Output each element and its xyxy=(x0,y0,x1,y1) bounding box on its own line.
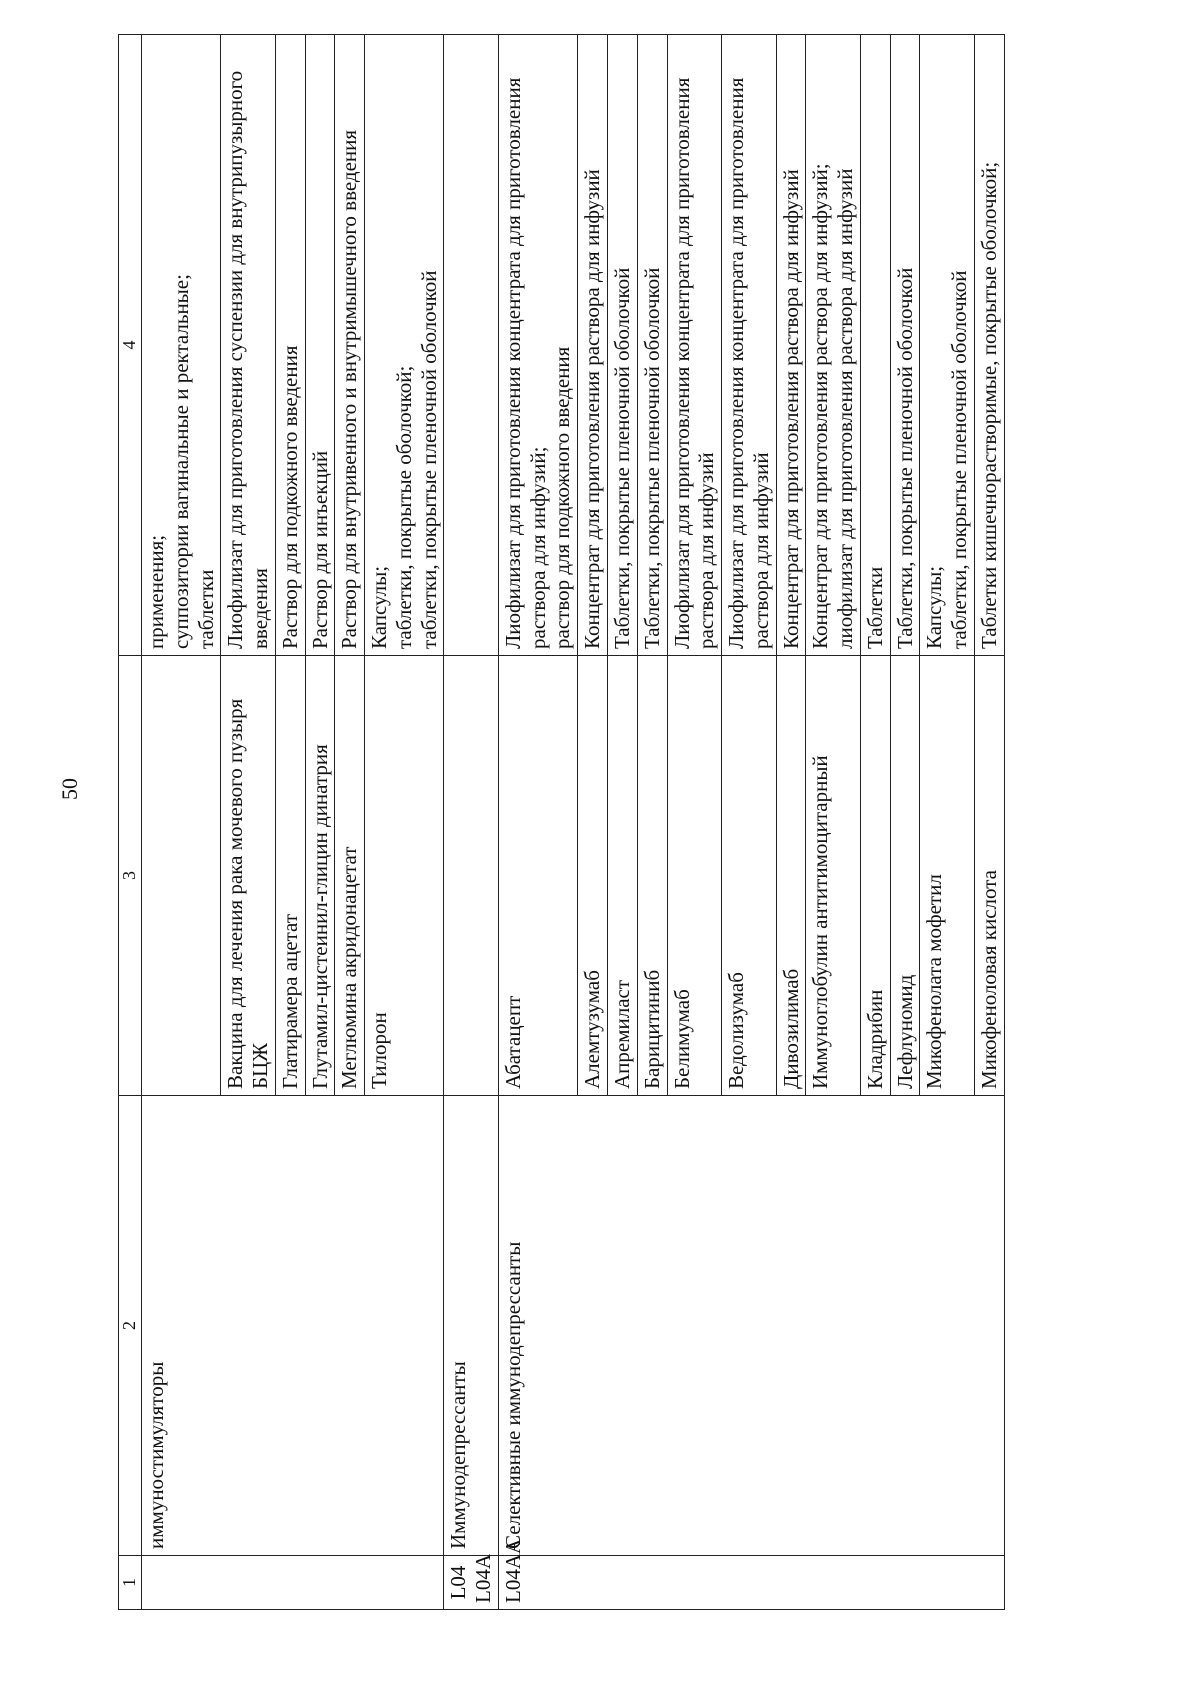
drug-name: Глутамил-цистеинил-глицин динатрия xyxy=(305,656,335,1096)
drug-name: Лефлуномид xyxy=(890,656,920,1096)
drug-name: Апремиласт xyxy=(608,656,638,1096)
drug-name: Меглюмина акридонацетат xyxy=(335,656,365,1096)
dosage-form: Капсулы; таблетки, покрытые пленочной оболочкой xyxy=(920,35,975,656)
dosage-form: Лиофилизат для приготовления концентрата для приготовления раствора для инфузий xyxy=(722,35,777,656)
dosage-form: Таблетки, покрытые пленочной оболочкой xyxy=(608,35,638,656)
page-number: 50 xyxy=(57,778,82,800)
dosage-form xyxy=(444,35,499,656)
atc-code xyxy=(142,1556,444,1610)
drug-name: Микофенолата мофетил xyxy=(920,656,975,1096)
header-col-2: 2 xyxy=(119,1096,142,1556)
table-row xyxy=(142,35,221,1610)
drug-name: Ведолизумаб xyxy=(722,656,777,1096)
drug-name: Вакцина для лечения рака мочевого пузыря БЦЖ xyxy=(221,656,276,1096)
atc-code: L04AA xyxy=(498,1556,1004,1610)
table-container xyxy=(118,35,1108,1610)
dosage-form: Таблетки, покрытые пленочной оболочкой xyxy=(890,35,920,656)
drug-name: Глатирамера ацетат xyxy=(275,656,305,1096)
dosage-form: Раствор для внутривенного и внутримышечного введения xyxy=(335,35,365,656)
drug-name: Абатацепт xyxy=(498,656,577,1096)
drug-name: Кладрибин xyxy=(860,656,890,1096)
table-row xyxy=(498,35,577,1610)
group-name: иммуностимуляторы xyxy=(142,1096,444,1556)
dosage-form: применения; суппозитории вагинальные и ректальные; таблетки xyxy=(142,35,221,656)
dosage-form: Лиофилизат для приготовления концентрата для приготовления раствора для инфузий xyxy=(667,35,722,656)
drug-name: Иммуноглобулин антитимоцитарный xyxy=(806,656,861,1096)
dosage-form: Раствор для инъекций xyxy=(305,35,335,656)
drug-table xyxy=(118,34,1005,1610)
drug-name: Тилорон xyxy=(365,656,444,1096)
header-col-1: 1 xyxy=(119,1556,142,1610)
drug-name: Микофеноловая кислота xyxy=(974,656,1004,1096)
drug-name: Барицитиниб xyxy=(637,656,667,1096)
drug-name xyxy=(444,656,499,1096)
dosage-form: Капсулы; таблетки, покрытые оболочкой; таблетки, покрытые пленочной оболочкой xyxy=(365,35,444,656)
dosage-form: Таблетки xyxy=(860,35,890,656)
dosage-form: Раствор для подкожного введения xyxy=(275,35,305,656)
group-name: Иммунодепрессанты xyxy=(444,1096,499,1556)
drug-name: Дивозилимаб xyxy=(776,656,806,1096)
header-col-4: 4 xyxy=(119,35,142,656)
rotated-page xyxy=(118,35,1108,1610)
dosage-form: Концентрат для приготовления раствора для инфузий; лиофилизат для приготовления раствора для инфузий xyxy=(806,35,861,656)
drug-name xyxy=(142,656,221,1096)
group-name: Селективные иммунодепрессанты xyxy=(498,1096,1004,1556)
dosage-form: Таблетки кишечнорастворимые, покрытые оболочкой; xyxy=(974,35,1004,656)
header-col-3: 3 xyxy=(119,656,142,1096)
dosage-form: Концентрат для приготовления раствора для инфузий xyxy=(776,35,806,656)
atc-code: L04 L04A xyxy=(444,1556,499,1610)
dosage-form: Лиофилизат для приготовления суспензии для внутрипузырного введения xyxy=(221,35,276,656)
dosage-form: Таблетки, покрытые пленочной оболочкой xyxy=(637,35,667,656)
dosage-form: Концентрат для приготовления раствора для инфузий xyxy=(578,35,608,656)
drug-name: Белимумаб xyxy=(667,656,722,1096)
table-row xyxy=(444,35,499,1610)
dosage-form: Лиофилизат для приготовления концентрата для приготовления раствора для инфузий; раствор для подкожного введения xyxy=(498,35,577,656)
drug-name: Алемтузумаб xyxy=(578,656,608,1096)
table-header-row xyxy=(119,35,142,1610)
